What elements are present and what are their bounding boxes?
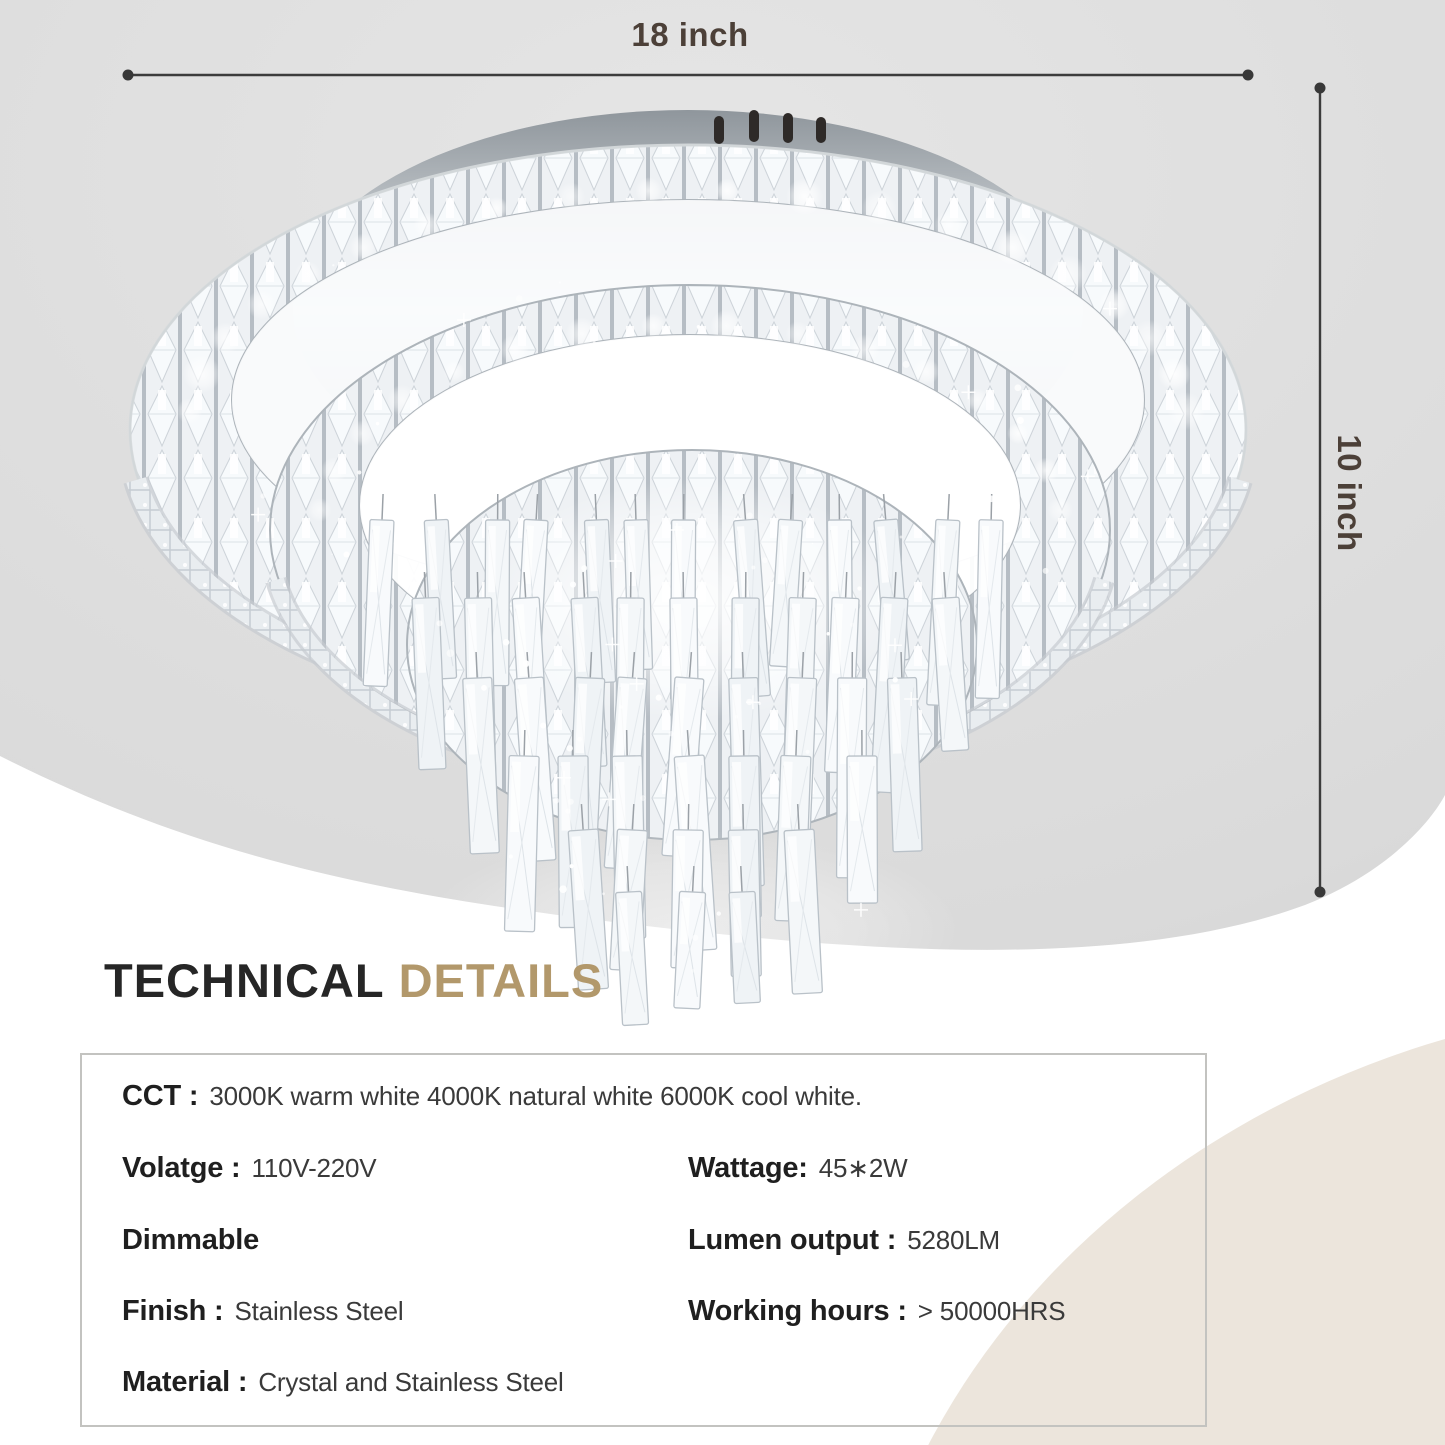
spec-label-finish: Finish : (122, 1295, 224, 1327)
spec-row-lumen (688, 1224, 1000, 1257)
section-title-space (385, 954, 399, 1007)
spec-label-voltage: Volatge : (122, 1152, 241, 1184)
section-title (104, 953, 603, 1008)
spec-row-dimmable (122, 1224, 259, 1257)
spec-value-wattage: 45∗2W (818, 1153, 908, 1183)
spec-row-wattage (688, 1152, 908, 1185)
section-title-details: DETAILS (398, 954, 604, 1007)
height-dimension-label: 10 inch (1331, 434, 1368, 552)
spec-value-finish: Stainless Steel (234, 1296, 404, 1326)
spec-label-wattage: Wattage: (688, 1152, 808, 1184)
spec-value-voltage: 110V-220V (251, 1153, 377, 1183)
width-dimension-line (123, 70, 1254, 81)
spec-row-working-hours (688, 1295, 1065, 1328)
spec-value-working-hours: > 50000HRS (917, 1296, 1066, 1326)
spec-label-cct: CCT : (122, 1080, 199, 1112)
width-dimension-label: 18 inch (631, 16, 749, 53)
spec-label-lumen: Lumen output : (688, 1224, 897, 1256)
spec-row-voltage (122, 1152, 376, 1185)
spec-label-material: Material : (122, 1366, 248, 1398)
spec-row-finish (122, 1295, 404, 1328)
spec-value-lumen: 5280LM (907, 1225, 1000, 1255)
spec-row-material (122, 1366, 564, 1399)
spec-label-dimmable: Dimmable (122, 1224, 259, 1256)
height-dimension-line (1315, 83, 1326, 898)
spec-value-cct: 3000K warm white 4000K natural white 6000K cool white. (209, 1081, 862, 1111)
spec-row-cct (122, 1080, 862, 1113)
section-title-technical: TECHNICAL (104, 954, 385, 1007)
spec-value-material: Crystal and Stainless Steel (258, 1367, 564, 1397)
spec-label-working-hours: Working hours : (688, 1295, 907, 1327)
